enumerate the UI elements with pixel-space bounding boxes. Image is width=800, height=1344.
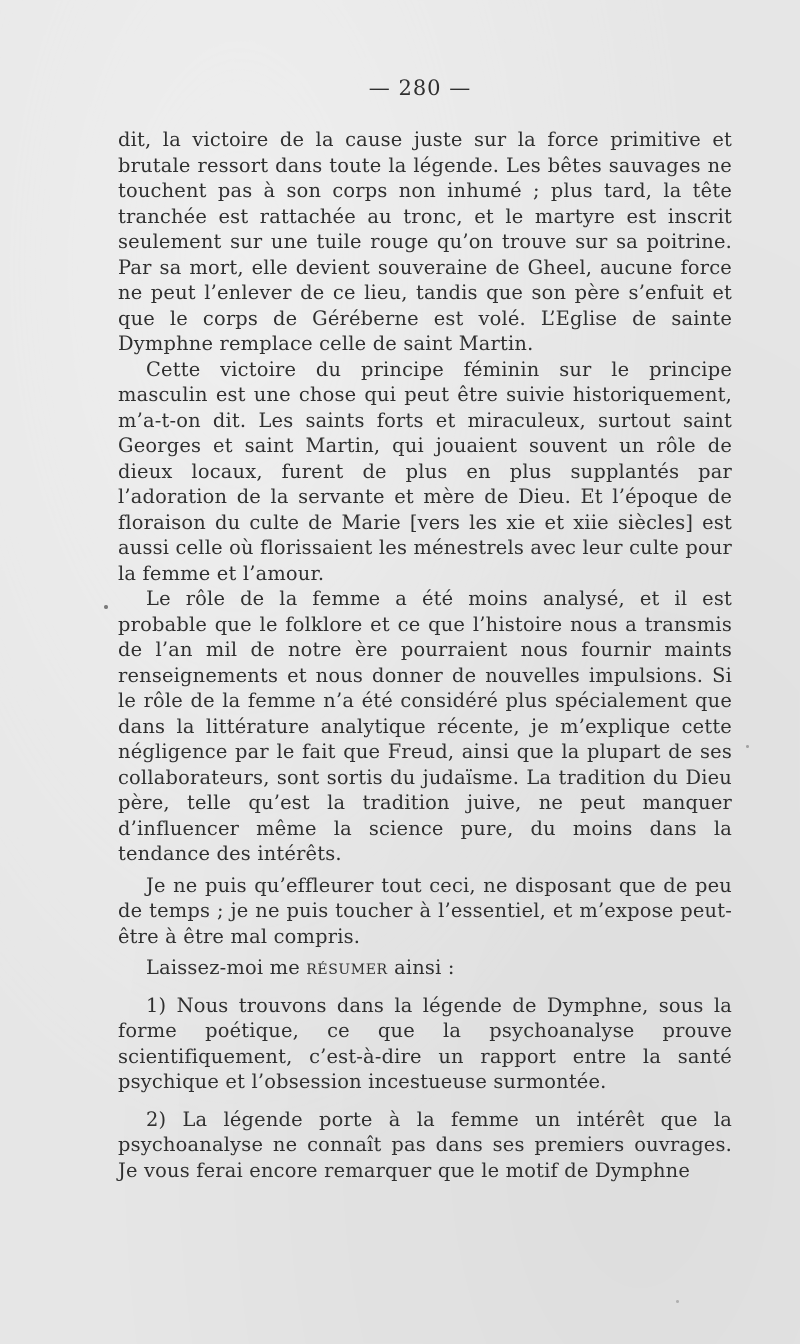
paper-speck [746, 745, 749, 748]
paragraph-6: 1) Nous trouvons dans la légende de Dymphne, sous la forme poétique, ce que la psychoanalyse prouve scientifiquement, c’est-à-dire un rapport entre la santé psychique et l’obsession incestueuse surmontée. [118, 993, 732, 1093]
paragraph-5-smallcaps: résumer [306, 956, 388, 979]
body-text [118, 127, 732, 1183]
paragraph-2: Cette victoire du principe féminin sur le principe masculin est une chose qui peut être suivie historiquement, m’a-t-on dit. Les saints forts et miraculeux, surtout saint Georges et saint Martin, qui jouaient souvent un rôle de dieux locaux, furent de plus en plus supplantés par l’adoration de la servante et mère de Dieu. Et l’époque de floraison du culte de Marie [vers les xie et xiie siècles] est aussi celle où florissaient les ménestrels avec leur culte pour la femme et l’amour. [118, 357, 732, 585]
paragraph-5-after: ainsi : [387, 956, 455, 979]
paragraph-4: Je ne puis qu’effleurer tout ceci, ne disposant que de peu de temps ; je ne puis toucher à l’essentiel, et m’expose peut-être à être mal compris. [118, 873, 732, 948]
paragraph-7: 2) La légende porte à la femme un intérêt que la psychoanalyse ne connaît pas dans ses premiers ouvrages. Je vous ferai encore remarquer que le motif de Dymphne [118, 1107, 732, 1182]
paragraph-5 [118, 955, 732, 981]
paper-speck [104, 605, 108, 609]
paragraph-1: dit, la victoire de la cause juste sur la force primitive et brutale ressort dans toute la légende. Les bêtes sauvages ne touchent pas à son corps non inhumé ; plus tard, la tête tranchée est rattachée au tronc, et le martyre est inscrit seulement sur une tuile rouge qu’on trouve sur sa poitrine. Par sa mort, elle devient souveraine de Gheel, aucune force ne peut l’enlever de ce lieu, tandis que son père s’enfuit et que le corps de Géréberne est volé. L’Eglise de sainte Dymphne remplace celle de saint Martin. [118, 128, 732, 355]
page-number: — 280 — [368, 76, 472, 100]
paragraph-5-before: Laissez-moi me [146, 956, 307, 979]
paper-speck [676, 1300, 679, 1303]
paragraph-3: Le rôle de la femme a été moins analysé, et il est probable que le folklore et ce que l’histoire nous a transmis de l’an mil de notre ère pourraient nous fournir maints renseignements et nous donner de nouvelles impulsions. Si le rôle de la femme n’a été considéré plus spécialement que dans la littérature analytique récente, je m’explique cette négligence par le fait que Freud, ainsi que la plupart de ses collaborateurs, sont sortis du judaïsme. La tradition du Dieu père, telle qu’est la tradition juive, ne peut manquer d’influencer même la science pure, du moins dans la tendance des intérêts. [118, 587, 732, 865]
